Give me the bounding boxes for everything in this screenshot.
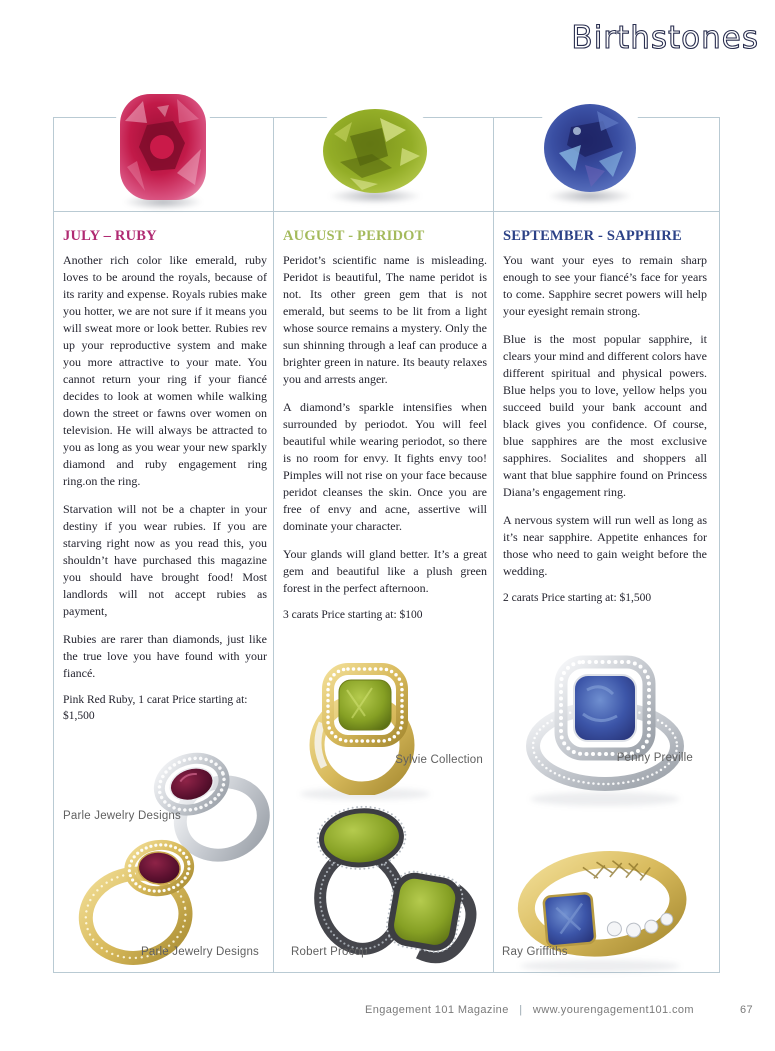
page-number: 67 [739,1004,753,1016]
gem-row-divider [53,211,720,212]
sapphire-gem-image [533,92,647,204]
heading-august-peridot: AUGUST - PERIDOT [283,228,425,244]
column-divider-2 [493,117,494,973]
price-line: 3 carats Price starting at: $100 [283,609,423,621]
price-line: $1,500 [63,710,95,722]
ring-caption: Parle Jewelry Designs [63,810,181,822]
paragraph: Your glands will gland better. It’s a great gem and beautiful like a plush green forest in the perfect afternoon. [283,547,487,595]
price-line: Pink Red Ruby, 1 carat Price starting at: [63,694,248,706]
ring-caption: Penny Preville [616,752,693,764]
paragraph: Peridot’s scientific name is misleading. Peridot is beautiful, The name peridot is not. Its other green gem that is not emerald, but seems to be lit from a light whose source remains a mystery. Only the sun shinning through a leaf can produce a brighter green in nature. Its beauty relaxes you and arrests anger. [283,253,487,386]
ruby-gem-image [110,84,216,210]
sapphire-ring-white-gold-image [505,648,710,803]
peridot-ring-gold-image [292,655,442,800]
column-august-peridot [283,228,487,623]
footer-website: www.yourengagement101.com [532,1004,694,1016]
ring-caption: Robert Procop [291,946,368,958]
heading-july-ruby: JULY – RUBY [63,228,157,244]
paragraph: Blue is the most popular sapphire, it clears your mind and different colors have different spiritual and physical powers. Blue helps you to love, yellow helps you succeed build your bank account and black gives you confidence. Of course, blue sapphires are the most exclusive sapphires. Socialites and shoppers all want that blue sapphire found on Princess Diana’s engagement ring. [503,332,707,499]
column-september-sapphire [503,228,707,606]
paragraph: Starvation will not be a chapter in your destiny if you wear rubies. If you are starving right now as you read this, you shouldn’t have purchased this magazine you should have brought food! Most landlords will not accept rubies as payment, [63,502,267,618]
page-footer [365,1004,753,1016]
peridot-gem-image [313,98,437,204]
paragraph: Another rich color like emerald, ruby loves to be around the royals, because of its rarity and expense. Royals rubies make you hotter, we are not sure if it means you will sweat more or look better. Rubies rev up your reproductive system and make you more attractive to your mate. You cannot return your ring if your fiancé decides to look at women while walking down the street or fawns over women on television. He will always be attracted to you as long as you wear your new sparkly diamond and ruby engagement ring ring.on the ring. [63,253,267,488]
paragraph: You want your eyes to remain sharp enough to see your fiancé’s face for years to come. Sapphire secret powers will help your eyesight remain strong. [503,253,707,318]
footer-magazine-name: Engagement 101 Magazine [364,1004,509,1016]
footer-text [365,1004,694,1016]
heading-september-sapphire: SEPTEMBER - SAPPHIRE [503,228,682,244]
ring-caption: Ray Griffiths [502,946,568,958]
paragraph: Rubies are rarer than diamonds, just like the true love you have found with your fiancé. [63,632,267,680]
ring-caption: Sylvie Collection [395,754,483,766]
page-title: Birthstones [571,20,759,56]
ring-caption: Parle Jewelry Designs [141,946,259,958]
paragraph: A nervous system will run well as long as it’s near sapphire. Appetite enhances for those who need to gain weight before the wedding. [503,513,707,578]
price-line: 2 carats Price starting at: $1,500 [503,592,652,604]
column-july-ruby [63,228,267,724]
footer-separator: | [519,1004,523,1016]
paragraph: A diamond’s sparkle intensifies when surrounded by periodot. You will feel beautiful while wearing periodot, so there is no room for envy. It fights envy too! Pimples will not rise on your face because peridot cleanses the skin. Once you are free of envy and acne, assertive will dominate your character. [283,400,487,533]
